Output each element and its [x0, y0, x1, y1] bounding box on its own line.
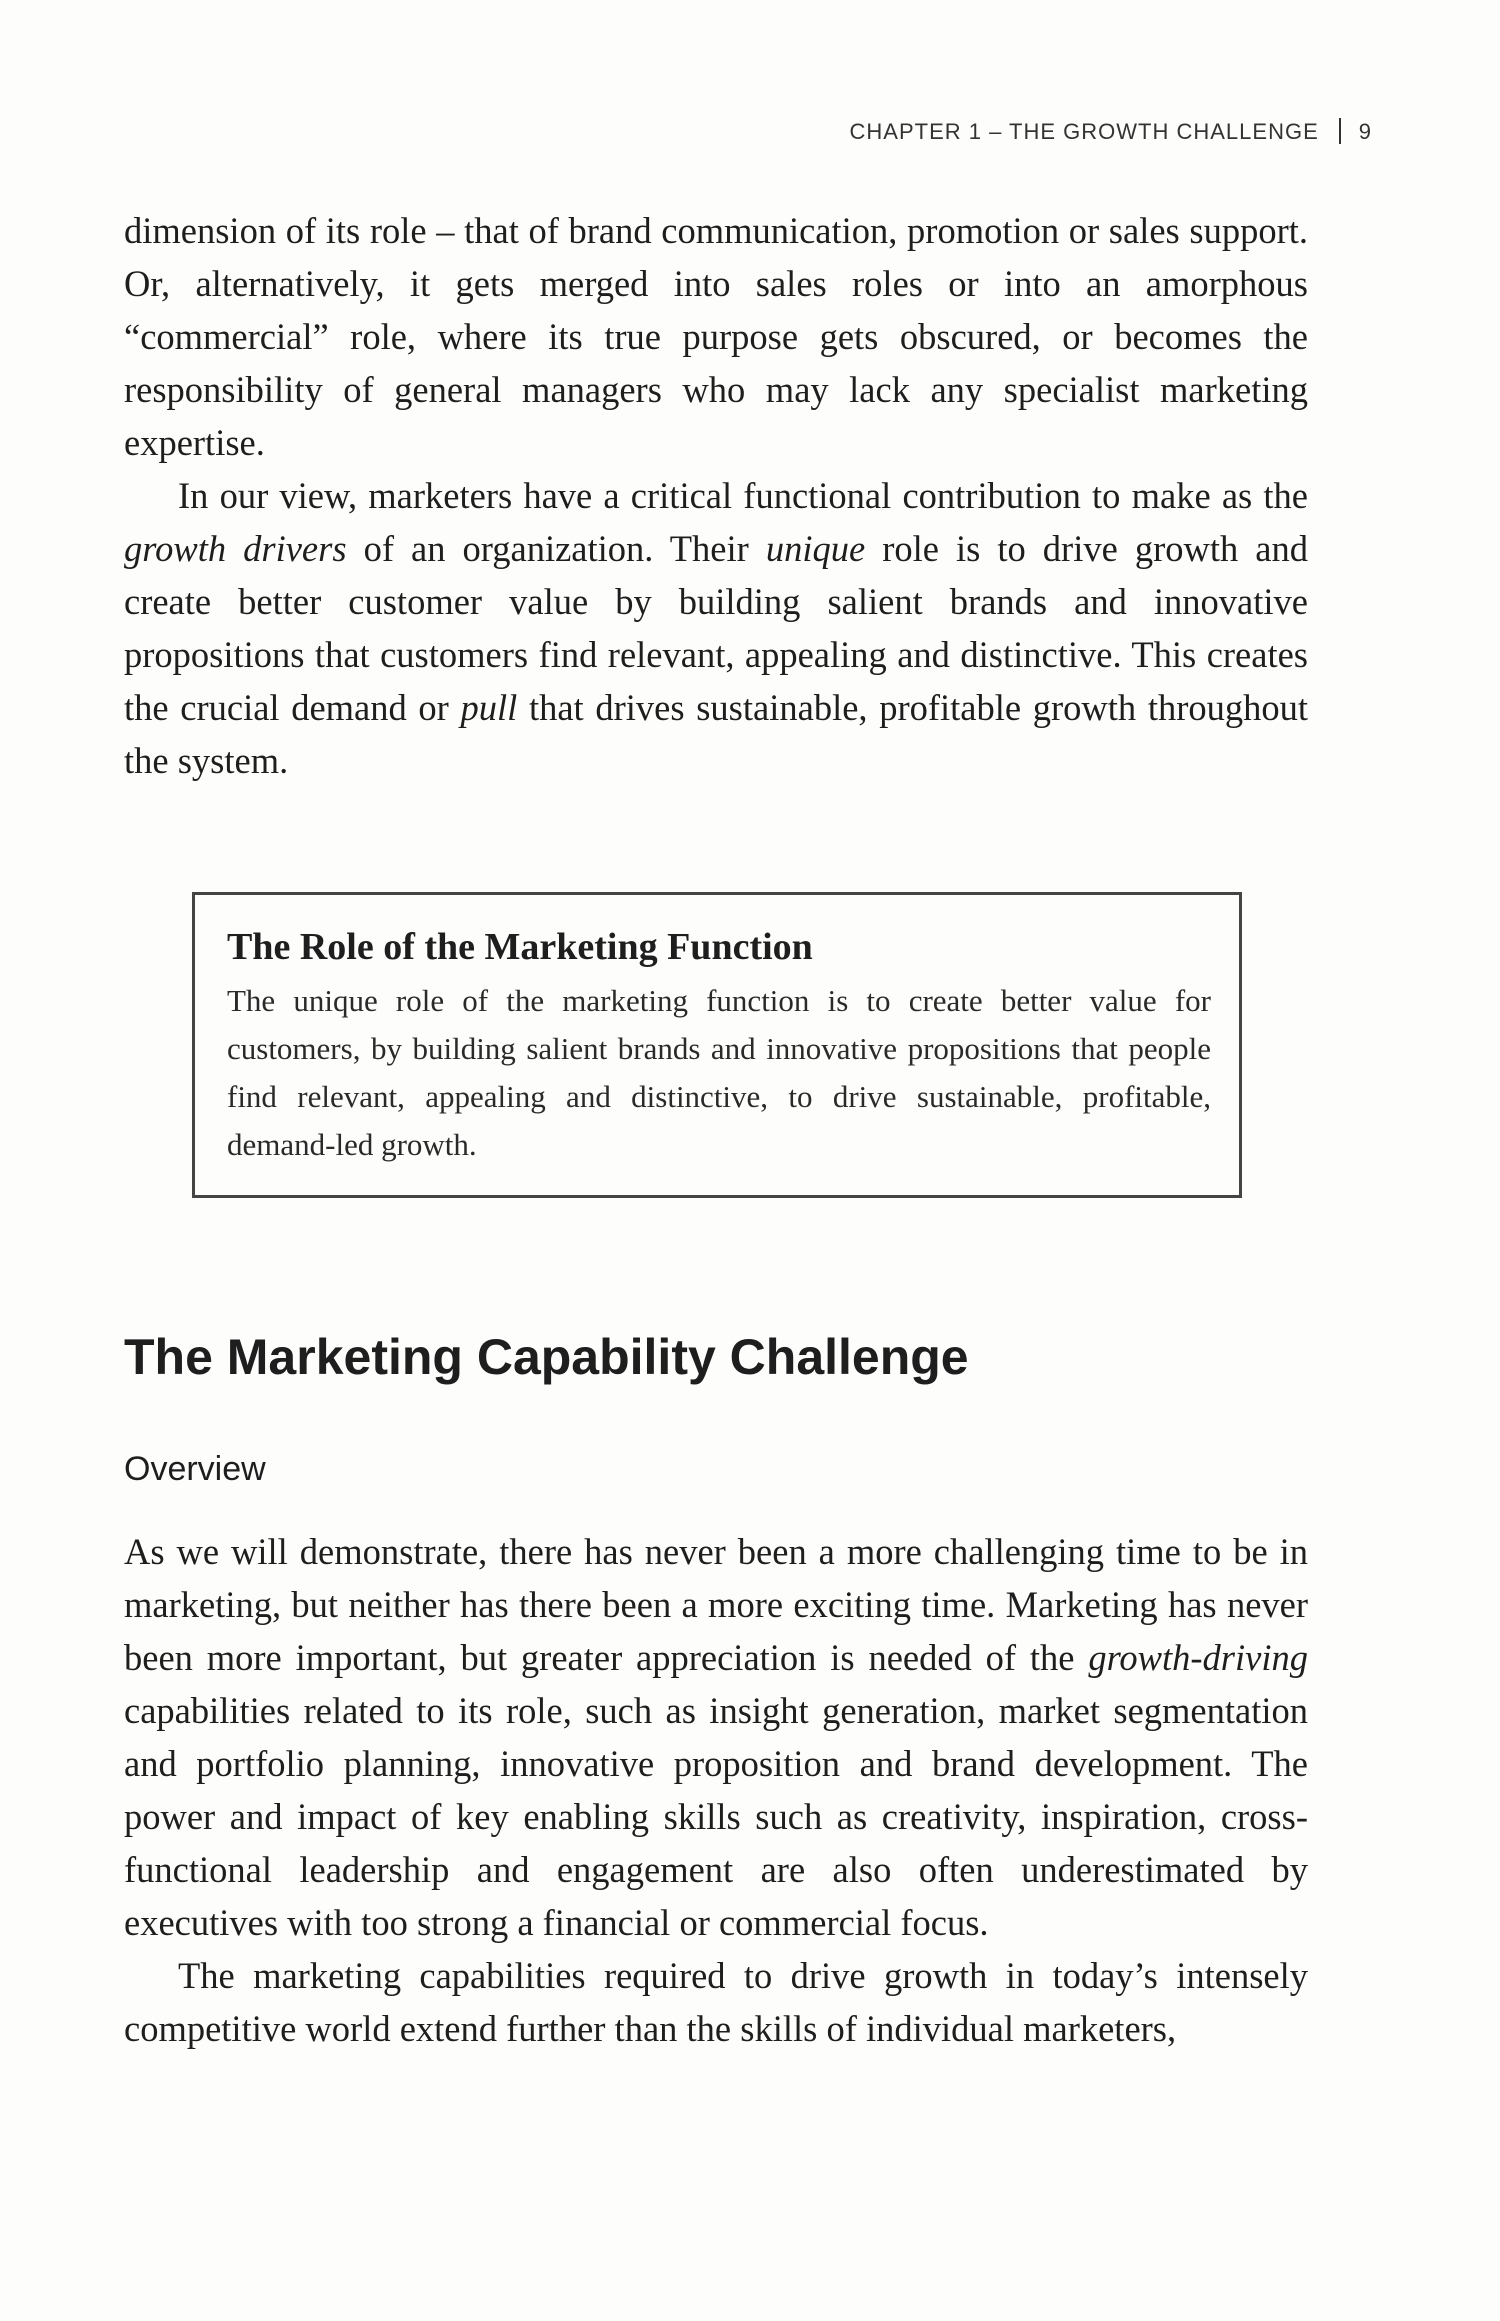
sub-heading: Overview: [124, 1450, 266, 1488]
body-text-top: [124, 204, 1308, 787]
paragraph-capabilities: The marketing capabilities required to drive growth in today’s intensely competitive world extend further than the skills of individual marketers,: [124, 1955, 1308, 2049]
text-run: role is to drive growth and create better customer value by building salient brands and innovative propositions that customers find relevant, appealing and distinctive. This creates the crucial demand or: [124, 528, 1308, 728]
text-run: that drives sustainable, profitable growth throughout the system.: [124, 687, 1309, 781]
emphasis-unique: unique: [765, 528, 866, 569]
text-run: of an organization. Their: [346, 528, 766, 569]
text-run: capabilities related to its role, such as insight generation, market segmentation and portfolio planning, innovative proposition and brand development. The power and impact of key enabling skills such as creativity, inspiration, cross-functional leadership and engagement are also often underestimated by executives with too strong a financial or commercial focus.: [124, 1690, 1308, 1943]
page-number: 9: [1358, 119, 1372, 144]
callout-box: [192, 892, 1242, 1198]
paragraph-continued: dimension of its role – that of brand communication, promotion or sales support. Or, alternatively, it gets merged into sales roles or into an amorphous “commercial” role, where its true purpose gets obscured, or becomes the responsibility of general managers who may lack any specialist marketing expertise.: [124, 210, 1308, 463]
paragraph-growth-drivers: [124, 469, 1308, 787]
chapter-title: CHAPTER 1 – THE GROWTH CHALLENGE: [849, 119, 1319, 144]
emphasis-growth-driving: growth-driving: [1088, 1637, 1308, 1678]
callout-title: The Role of the Marketing Function: [227, 926, 813, 968]
callout-text: The unique role of the marketing function is to create better value for customers, by building salient brands and innovative propositions that people find relevant, appealing and distinctive, to drive sustainable, profitable, demand-led growth.: [227, 983, 1211, 1162]
emphasis-growth-drivers: growth drivers: [124, 528, 347, 569]
header-divider: [1339, 118, 1341, 144]
body-text-bottom: [124, 1525, 1308, 2055]
emphasis-pull: pull: [460, 687, 518, 728]
text-run: In our view, marketers have a critical functional contribution to make as the: [178, 475, 1308, 516]
running-header: [850, 118, 1372, 145]
paragraph-overview: [124, 1525, 1308, 1949]
text-run: As we will demonstrate, there has never been a more challenging time to be in marketing, but neither has there been a more exciting time. Marketing has never been more important, but greater appreciation is needed of the: [124, 1531, 1308, 1678]
section-heading: The Marketing Capability Challenge: [124, 1329, 969, 1385]
